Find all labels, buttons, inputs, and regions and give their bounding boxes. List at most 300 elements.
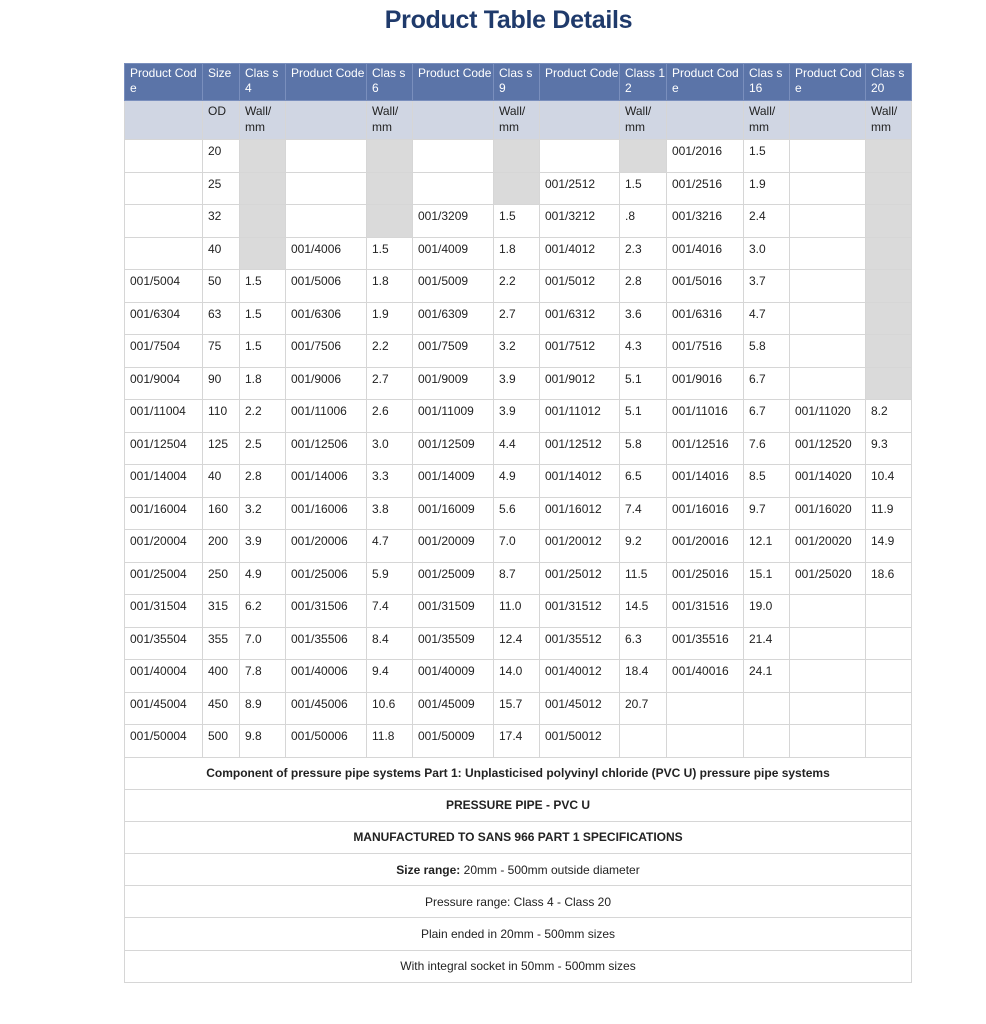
footer-row	[125, 854, 912, 886]
wall-cell	[240, 237, 286, 270]
wall-cell: 14.9	[866, 530, 912, 563]
table-row	[125, 660, 912, 693]
product-code-cell: 001/14016	[667, 465, 744, 498]
product-code-cell: 001/12520	[790, 432, 866, 465]
product-code-cell: 001/6309	[413, 302, 494, 335]
wall-cell: 7.0	[494, 530, 540, 563]
subheader-cell: Wall/ mm	[240, 101, 286, 140]
wall-cell: 15.7	[494, 692, 540, 725]
product-code-cell: 001/7516	[667, 335, 744, 368]
wall-cell: 12.4	[494, 627, 540, 660]
product-code-cell	[413, 172, 494, 205]
product-code-cell: 001/45009	[413, 692, 494, 725]
product-code-cell	[790, 627, 866, 660]
product-code-cell	[125, 205, 203, 238]
wall-cell: 20.7	[620, 692, 667, 725]
wall-cell	[367, 172, 413, 205]
product-code-cell	[286, 172, 367, 205]
wall-cell: 7.8	[240, 660, 286, 693]
subheader-cell: OD	[203, 101, 240, 140]
product-code-cell: 001/4009	[413, 237, 494, 270]
wall-cell: 18.4	[620, 660, 667, 693]
wall-cell: 7.4	[367, 595, 413, 628]
product-code-cell: 001/14020	[790, 465, 866, 498]
wall-cell: 15.1	[744, 562, 790, 595]
product-code-cell: 001/16009	[413, 497, 494, 530]
wall-cell: 5.8	[744, 335, 790, 368]
wall-cell: 7.0	[240, 627, 286, 660]
product-code-cell: 001/25020	[790, 562, 866, 595]
product-code-cell: 001/20020	[790, 530, 866, 563]
wall-cell: 3.0	[744, 237, 790, 270]
wall-cell	[240, 172, 286, 205]
product-code-cell: 001/31516	[667, 595, 744, 628]
footer-row	[125, 757, 912, 789]
wall-cell: 2.8	[240, 465, 286, 498]
product-code-cell: 001/9006	[286, 367, 367, 400]
header-cell: Product Code	[413, 64, 494, 101]
wall-cell: 1.5	[240, 335, 286, 368]
wall-cell: 17.4	[494, 725, 540, 758]
product-code-cell: 001/50009	[413, 725, 494, 758]
wall-cell	[866, 237, 912, 270]
subheader-cell	[125, 101, 203, 140]
product-code-cell	[540, 140, 620, 173]
product-code-cell: 001/31504	[125, 595, 203, 628]
wall-cell	[744, 692, 790, 725]
product-code-cell	[790, 270, 866, 303]
product-code-cell: 001/7512	[540, 335, 620, 368]
product-code-cell	[790, 140, 866, 173]
wall-cell: 5.9	[367, 562, 413, 595]
wall-cell: 6.5	[620, 465, 667, 498]
product-code-cell: 001/25009	[413, 562, 494, 595]
product-code-cell: 001/20009	[413, 530, 494, 563]
table-row	[125, 692, 912, 725]
size-cell: 75	[203, 335, 240, 368]
product-code-cell: 001/11020	[790, 400, 866, 433]
subheader-cell: Wall/ mm	[494, 101, 540, 140]
wall-cell: 24.1	[744, 660, 790, 693]
subheader-cell: Wall/ mm	[620, 101, 667, 140]
wall-cell: 18.6	[866, 562, 912, 595]
wall-cell	[240, 205, 286, 238]
wall-cell	[866, 172, 912, 205]
footer-row	[125, 886, 912, 918]
product-code-cell	[667, 692, 744, 725]
size-cell: 315	[203, 595, 240, 628]
product-code-cell: 001/50006	[286, 725, 367, 758]
product-code-cell: 001/35516	[667, 627, 744, 660]
product-code-cell: 001/45012	[540, 692, 620, 725]
wall-cell: 11.8	[367, 725, 413, 758]
size-cell: 40	[203, 465, 240, 498]
wall-cell: 9.8	[240, 725, 286, 758]
product-code-cell: 001/16016	[667, 497, 744, 530]
wall-cell	[620, 140, 667, 173]
product-code-cell: 001/25006	[286, 562, 367, 595]
product-code-cell: 001/40009	[413, 660, 494, 693]
wall-cell	[744, 725, 790, 758]
header-cell: Product Code	[540, 64, 620, 101]
product-code-cell: 001/25012	[540, 562, 620, 595]
footer-row	[125, 918, 912, 950]
wall-cell: 3.9	[494, 367, 540, 400]
product-code-cell: 001/45004	[125, 692, 203, 725]
size-cell: 125	[203, 432, 240, 465]
wall-cell: .8	[620, 205, 667, 238]
product-code-cell	[790, 692, 866, 725]
wall-cell: 2.7	[367, 367, 413, 400]
wall-cell: 1.5	[367, 237, 413, 270]
header-cell: Clas s 20	[866, 64, 912, 101]
wall-cell: 4.3	[620, 335, 667, 368]
product-code-cell	[790, 237, 866, 270]
wall-cell	[367, 205, 413, 238]
footer-pressure-pipe: PRESSURE PIPE - PVC U	[125, 789, 912, 821]
product-code-cell: 001/3209	[413, 205, 494, 238]
product-code-cell: 001/2516	[667, 172, 744, 205]
subheader-cell	[667, 101, 744, 140]
product-code-cell: 001/25016	[667, 562, 744, 595]
subheader-cell	[413, 101, 494, 140]
product-code-cell: 001/25004	[125, 562, 203, 595]
product-code-cell: 001/16012	[540, 497, 620, 530]
product-code-cell: 001/16006	[286, 497, 367, 530]
wall-cell: 1.5	[744, 140, 790, 173]
wall-cell	[866, 140, 912, 173]
subheader-cell	[790, 101, 866, 140]
header-cell: Product Code	[790, 64, 866, 101]
wall-cell: 1.5	[494, 205, 540, 238]
wall-cell: 4.4	[494, 432, 540, 465]
product-code-cell: 001/5006	[286, 270, 367, 303]
product-code-cell: 001/2016	[667, 140, 744, 173]
product-code-cell: 001/2512	[540, 172, 620, 205]
table-row	[125, 562, 912, 595]
size-range-value: 20mm - 500mm outside diameter	[460, 862, 640, 877]
wall-cell: 2.2	[240, 400, 286, 433]
wall-cell: 2.3	[620, 237, 667, 270]
product-code-cell: 001/14009	[413, 465, 494, 498]
size-cell: 40	[203, 237, 240, 270]
table-row	[125, 205, 912, 238]
product-code-cell: 001/6312	[540, 302, 620, 335]
footer-manufactured: MANUFACTURED TO SANS 966 PART 1 SPECIFICATIONS	[125, 821, 912, 853]
wall-cell	[866, 692, 912, 725]
product-code-cell: 001/31512	[540, 595, 620, 628]
table-row	[125, 725, 912, 758]
product-code-cell	[413, 140, 494, 173]
table-row	[125, 530, 912, 563]
wall-cell: 9.2	[620, 530, 667, 563]
product-code-cell	[790, 725, 866, 758]
product-code-cell: 001/4006	[286, 237, 367, 270]
wall-cell: 1.9	[744, 172, 790, 205]
wall-cell	[620, 725, 667, 758]
wall-cell: 21.4	[744, 627, 790, 660]
product-code-cell: 001/5004	[125, 270, 203, 303]
size-cell: 20	[203, 140, 240, 173]
table-row	[125, 172, 912, 205]
wall-cell: 10.6	[367, 692, 413, 725]
product-code-cell: 001/31506	[286, 595, 367, 628]
wall-cell	[866, 627, 912, 660]
wall-cell: 2.8	[620, 270, 667, 303]
footer-row	[125, 821, 912, 853]
size-cell: 500	[203, 725, 240, 758]
product-code-cell: 001/35509	[413, 627, 494, 660]
product-code-cell: 001/11016	[667, 400, 744, 433]
header-cell: Product Code	[667, 64, 744, 101]
size-cell: 160	[203, 497, 240, 530]
size-cell: 50	[203, 270, 240, 303]
header-cell: Product Code	[286, 64, 367, 101]
wall-cell: 2.2	[367, 335, 413, 368]
product-code-cell	[790, 302, 866, 335]
product-code-cell: 001/40012	[540, 660, 620, 693]
size-cell: 400	[203, 660, 240, 693]
table-row	[125, 270, 912, 303]
product-code-cell: 001/7504	[125, 335, 203, 368]
header-cell: Size	[203, 64, 240, 101]
wall-cell: 3.0	[367, 432, 413, 465]
wall-cell	[240, 140, 286, 173]
subheader-row	[125, 101, 912, 140]
product-code-cell	[790, 335, 866, 368]
wall-cell: 1.8	[494, 237, 540, 270]
product-code-cell: 001/9004	[125, 367, 203, 400]
wall-cell: 3.7	[744, 270, 790, 303]
wall-cell: 10.4	[866, 465, 912, 498]
product-code-cell: 001/7509	[413, 335, 494, 368]
wall-cell	[866, 302, 912, 335]
wall-cell: 7.4	[620, 497, 667, 530]
header-cell: Clas s 6	[367, 64, 413, 101]
table-row	[125, 497, 912, 530]
footer-integral-socket: With integral socket in 50mm - 500mm sizes	[125, 950, 912, 982]
subheader-cell	[286, 101, 367, 140]
wall-cell	[866, 725, 912, 758]
product-code-cell: 001/5012	[540, 270, 620, 303]
wall-cell	[866, 595, 912, 628]
product-code-cell: 001/5016	[667, 270, 744, 303]
product-code-cell	[286, 205, 367, 238]
wall-cell: 5.8	[620, 432, 667, 465]
table-row	[125, 367, 912, 400]
wall-cell	[866, 335, 912, 368]
wall-cell: 1.8	[240, 367, 286, 400]
wall-cell: 4.7	[367, 530, 413, 563]
size-cell: 450	[203, 692, 240, 725]
product-table	[124, 63, 912, 983]
wall-cell: 8.9	[240, 692, 286, 725]
wall-cell: 8.4	[367, 627, 413, 660]
wall-cell: 11.0	[494, 595, 540, 628]
table-row	[125, 140, 912, 173]
product-code-cell	[125, 140, 203, 173]
wall-cell: 8.5	[744, 465, 790, 498]
wall-cell: 6.7	[744, 367, 790, 400]
product-code-cell: 001/14004	[125, 465, 203, 498]
product-code-cell: 001/45006	[286, 692, 367, 725]
product-code-cell: 001/20006	[286, 530, 367, 563]
table-row	[125, 400, 912, 433]
size-cell: 32	[203, 205, 240, 238]
wall-cell: 3.9	[494, 400, 540, 433]
wall-cell	[866, 660, 912, 693]
product-code-cell: 001/7506	[286, 335, 367, 368]
product-code-cell	[125, 237, 203, 270]
footer-row	[125, 789, 912, 821]
product-code-cell: 001/3216	[667, 205, 744, 238]
footer-pressure-range: Pressure range: Class 4 - Class 20	[125, 886, 912, 918]
product-code-cell	[125, 172, 203, 205]
wall-cell: 4.7	[744, 302, 790, 335]
wall-cell: 11.5	[620, 562, 667, 595]
product-code-cell	[790, 367, 866, 400]
wall-cell: 1.5	[240, 302, 286, 335]
wall-cell: 8.2	[866, 400, 912, 433]
table-row	[125, 302, 912, 335]
product-code-cell: 001/4016	[667, 237, 744, 270]
wall-cell: 6.7	[744, 400, 790, 433]
product-code-cell: 001/12504	[125, 432, 203, 465]
page-title: Product Table Details	[384, 6, 633, 34]
product-code-cell: 001/35504	[125, 627, 203, 660]
product-code-cell: 001/12512	[540, 432, 620, 465]
product-code-cell: 001/3212	[540, 205, 620, 238]
wall-cell: 3.2	[494, 335, 540, 368]
wall-cell: 11.9	[866, 497, 912, 530]
header-cell: Clas s 4	[240, 64, 286, 101]
product-code-cell: 001/12506	[286, 432, 367, 465]
product-code-cell: 001/50012	[540, 725, 620, 758]
product-code-cell	[790, 172, 866, 205]
product-code-cell: 001/12509	[413, 432, 494, 465]
wall-cell: 9.4	[367, 660, 413, 693]
wall-cell: 14.0	[494, 660, 540, 693]
product-code-cell: 001/20012	[540, 530, 620, 563]
product-code-cell: 001/6306	[286, 302, 367, 335]
wall-cell: 4.9	[494, 465, 540, 498]
product-code-cell: 001/4012	[540, 237, 620, 270]
product-code-cell: 001/6304	[125, 302, 203, 335]
footer-size-range	[125, 854, 912, 886]
product-code-cell	[790, 205, 866, 238]
product-code-cell: 001/5009	[413, 270, 494, 303]
footer-row	[125, 950, 912, 982]
product-code-cell: 001/31509	[413, 595, 494, 628]
wall-cell: 2.2	[494, 270, 540, 303]
header-row	[125, 64, 912, 101]
product-code-cell: 001/16004	[125, 497, 203, 530]
product-code-cell: 001/20016	[667, 530, 744, 563]
wall-cell	[866, 270, 912, 303]
table-row	[125, 432, 912, 465]
size-cell: 90	[203, 367, 240, 400]
wall-cell: 6.2	[240, 595, 286, 628]
product-code-cell: 001/40016	[667, 660, 744, 693]
product-code-cell: 001/9009	[413, 367, 494, 400]
wall-cell: 2.4	[744, 205, 790, 238]
table-row	[125, 465, 912, 498]
wall-cell: 1.9	[367, 302, 413, 335]
product-code-cell: 001/11009	[413, 400, 494, 433]
product-code-cell: 001/14006	[286, 465, 367, 498]
wall-cell: 1.5	[240, 270, 286, 303]
wall-cell: 5.6	[494, 497, 540, 530]
table-row	[125, 237, 912, 270]
wall-cell: 9.3	[866, 432, 912, 465]
footer-component: Component of pressure pipe systems Part 1: Unplasticised polyvinyl chloride (PVC U) pressure pipe systems	[125, 757, 912, 789]
wall-cell: 2.6	[367, 400, 413, 433]
size-cell: 25	[203, 172, 240, 205]
product-code-cell: 001/20004	[125, 530, 203, 563]
product-code-cell: 001/12516	[667, 432, 744, 465]
wall-cell	[494, 140, 540, 173]
wall-cell: 19.0	[744, 595, 790, 628]
subheader-cell: Wall/ mm	[744, 101, 790, 140]
wall-cell: 5.1	[620, 400, 667, 433]
product-code-cell: 001/16020	[790, 497, 866, 530]
table-row	[125, 627, 912, 660]
wall-cell	[866, 205, 912, 238]
product-code-cell: 001/40006	[286, 660, 367, 693]
header-cell: Class 12	[620, 64, 667, 101]
product-code-cell: 001/11012	[540, 400, 620, 433]
table-row	[125, 335, 912, 368]
wall-cell: 7.6	[744, 432, 790, 465]
wall-cell: 2.5	[240, 432, 286, 465]
wall-cell: 3.3	[367, 465, 413, 498]
product-code-cell: 001/40004	[125, 660, 203, 693]
subheader-cell: Wall/ mm	[866, 101, 912, 140]
product-code-cell: 001/11004	[125, 400, 203, 433]
product-code-cell: 001/9016	[667, 367, 744, 400]
product-code-cell: 001/50004	[125, 725, 203, 758]
size-cell: 355	[203, 627, 240, 660]
product-code-cell	[790, 595, 866, 628]
table-row	[125, 595, 912, 628]
wall-cell: 9.7	[744, 497, 790, 530]
wall-cell: 12.1	[744, 530, 790, 563]
subheader-cell: Wall/ mm	[367, 101, 413, 140]
size-range-label: Size range:	[396, 862, 461, 877]
product-code-cell: 001/11006	[286, 400, 367, 433]
product-code-cell: 001/9012	[540, 367, 620, 400]
wall-cell: 2.7	[494, 302, 540, 335]
size-cell: 110	[203, 400, 240, 433]
size-cell: 250	[203, 562, 240, 595]
product-code-cell: 001/35506	[286, 627, 367, 660]
wall-cell: 3.6	[620, 302, 667, 335]
wall-cell	[494, 172, 540, 205]
wall-cell: 3.2	[240, 497, 286, 530]
product-code-cell: 001/35512	[540, 627, 620, 660]
product-code-cell: 001/6316	[667, 302, 744, 335]
wall-cell	[866, 367, 912, 400]
wall-cell: 14.5	[620, 595, 667, 628]
size-cell: 63	[203, 302, 240, 335]
wall-cell: 6.3	[620, 627, 667, 660]
header-cell: Clas s 9	[494, 64, 540, 101]
product-code-cell	[790, 660, 866, 693]
subheader-cell	[540, 101, 620, 140]
wall-cell: 3.8	[367, 497, 413, 530]
product-code-cell	[286, 140, 367, 173]
wall-cell: 1.5	[620, 172, 667, 205]
